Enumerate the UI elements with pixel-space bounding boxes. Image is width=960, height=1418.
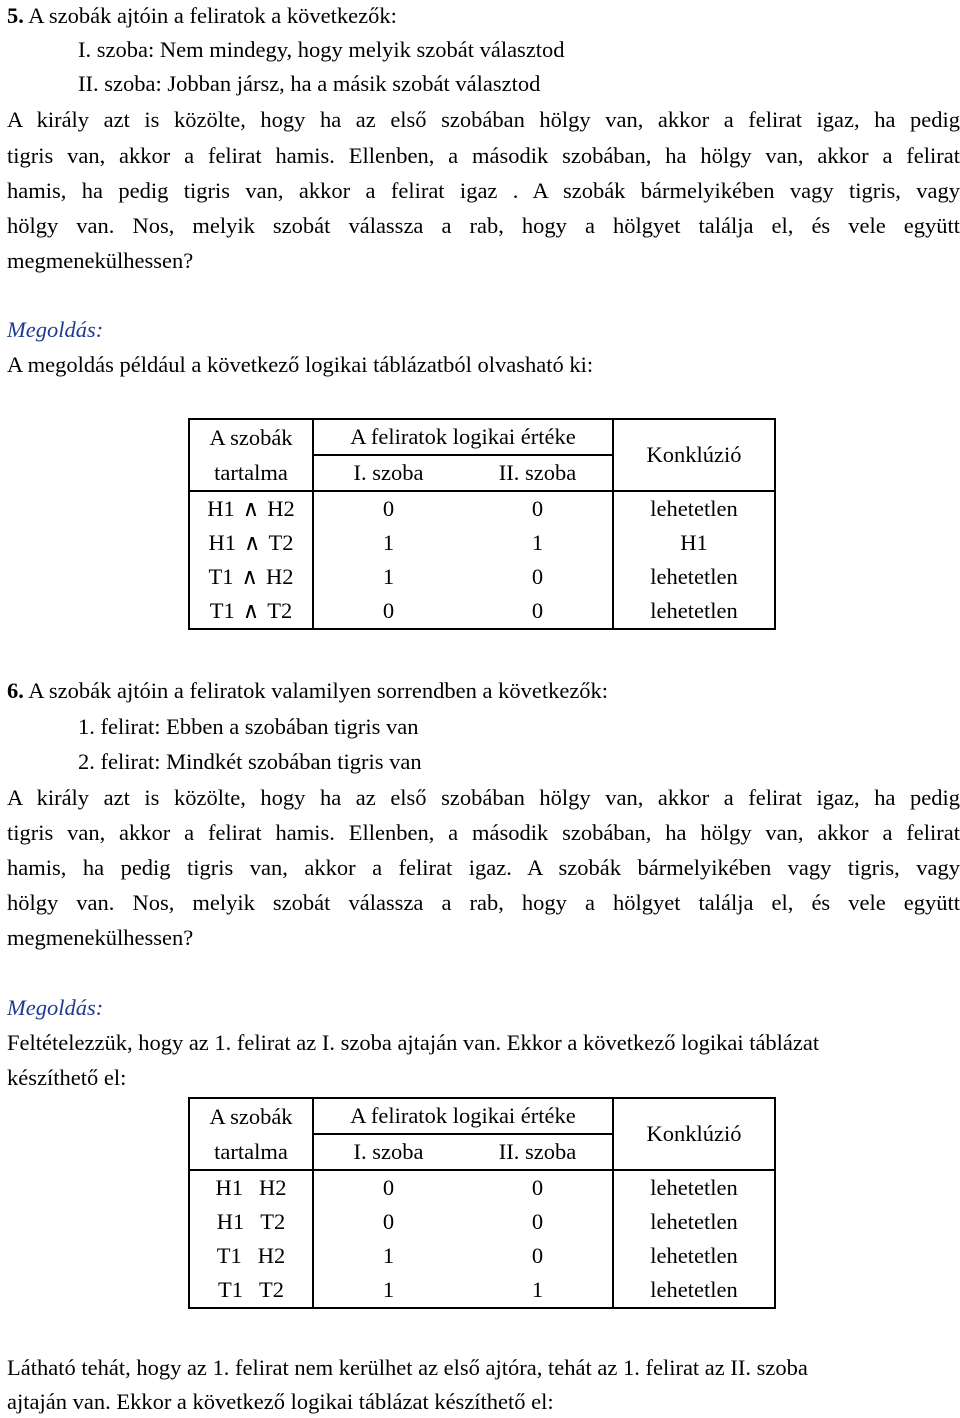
solution-text: A megoldás például a következő logikai táblázatból olvasható ki: xyxy=(7,352,594,377)
value-room-2: 0 xyxy=(463,491,613,526)
paragraph-line-last: megmenekülhessen? xyxy=(7,248,194,273)
header-content-2: tartalma xyxy=(189,455,313,491)
conclusion-cell: lehetetlen xyxy=(613,560,775,594)
door-sign-1: 1. felirat: Ebben a szobában tigris van xyxy=(78,714,419,739)
room-1-content: H1 xyxy=(208,530,237,555)
value-room-2: 0 xyxy=(463,1205,613,1239)
problem-heading-text: A szobák ajtóin a feliratok a következők: xyxy=(23,3,397,28)
paragraph-line-last: megmenekülhessen? xyxy=(7,925,194,950)
conclusion-line: Látható tehát, hogy az 1. felirat nem kerülhet az első ajtóra, tehát az 1. felirat az II. szoba xyxy=(7,1355,808,1380)
logical-and-icon: ∧ xyxy=(242,598,260,623)
value-room-1: 1 xyxy=(382,1243,395,1268)
paragraph-line: hölgy van. Nos, melyik szobát válassza a rab, hogy a hölgyet találja el, és vele együtt xyxy=(7,213,960,238)
header-room-1: I. szoba xyxy=(313,1134,463,1170)
table-row xyxy=(189,491,775,526)
room-1-content: T1 xyxy=(216,1243,242,1268)
table-row xyxy=(189,594,775,629)
paragraph-line: hölgy van. Nos, melyik szobát válassza a rab, hogy a hölgyet találja el, és vele együtt xyxy=(7,890,960,915)
room-1-content: H1 xyxy=(215,1175,243,1200)
header-room-2: II. szoba xyxy=(463,1134,613,1170)
paragraph-line: A király azt is közölte, hogy ha az első szobában hölgy van, akkor a felirat igaz, ha pedig xyxy=(7,107,960,132)
value-room-2: 0 xyxy=(463,594,613,629)
room-1-content: T1 xyxy=(209,598,235,623)
value-room-2: 0 xyxy=(463,1239,613,1273)
conclusion-cell: lehetetlen xyxy=(613,1205,775,1239)
room-2-content: T2 xyxy=(259,1277,284,1302)
table-row xyxy=(189,1239,775,1273)
conclusion-cell: lehetetlen xyxy=(613,491,775,526)
door-sign-1: I. szoba: Nem mindegy, hogy melyik szobát választod xyxy=(78,37,565,62)
header-content-1: A szobák xyxy=(189,419,313,455)
value-room-2: 0 xyxy=(463,560,613,594)
room-2-content: T2 xyxy=(268,530,294,555)
value-room-1: 0 xyxy=(382,496,395,521)
value-room-1: 0 xyxy=(382,1209,395,1234)
room-2-content: H2 xyxy=(265,564,294,589)
room-2-content: H2 xyxy=(257,1243,286,1268)
room-1-content: H1 xyxy=(207,496,235,521)
value-room-2: 1 xyxy=(463,1273,613,1308)
table-row xyxy=(189,1170,775,1205)
problem-6-heading xyxy=(7,677,608,705)
table-row xyxy=(189,1273,775,1308)
table-row xyxy=(189,560,775,594)
assumption-line: Feltételezzük, hogy az 1. felirat az I. szoba ajtaján van. Ekkor a következő logikai táblázat xyxy=(7,1030,820,1055)
problem-5-heading xyxy=(7,2,397,30)
value-room-1: 1 xyxy=(382,564,395,589)
paragraph-line: tigris van, akkor a felirat hamis. Ellenben, a második szobában, ha hölgy van, akkor a felirat xyxy=(7,820,960,845)
solution-label: Megoldás: xyxy=(7,995,104,1020)
conclusion-cell: lehetetlen xyxy=(613,1273,775,1308)
table-row xyxy=(189,1205,775,1239)
problem-number: 5. xyxy=(7,3,24,28)
conclusion-cell: lehetetlen xyxy=(613,1170,775,1205)
logical-and-icon: ∧ xyxy=(241,564,258,589)
door-sign-2: II. szoba: Jobban jársz, ha a másik szobát választod xyxy=(78,71,541,96)
header-room-2: II. szoba xyxy=(463,455,613,491)
header-content-1: A szobák xyxy=(189,1098,313,1134)
header-room-1: I. szoba xyxy=(313,455,463,491)
room-1-content: T1 xyxy=(218,1277,243,1302)
door-sign-2: 2. felirat: Mindkét szobában tigris van xyxy=(78,749,422,774)
problem-number: 6. xyxy=(7,678,24,703)
logical-and-icon: ∧ xyxy=(242,496,260,521)
logical-and-icon: ∧ xyxy=(244,530,261,555)
room-2-content: T2 xyxy=(267,598,293,623)
room-2-content: T2 xyxy=(260,1209,286,1234)
conclusion-cell: lehetetlen xyxy=(613,1239,775,1273)
value-room-1: 1 xyxy=(313,1273,463,1308)
paragraph-line: A király azt is közölte, hogy ha az első szobában hölgy van, akkor a felirat igaz, ha pedig xyxy=(7,785,960,810)
room-1-content: H1 xyxy=(216,1209,245,1234)
paragraph-line: hamis, ha pedig tigris van, akkor a felirat igaz. A szobák bármelyikében vagy tigris, vagy xyxy=(7,855,960,880)
value-room-1: 0 xyxy=(382,1175,395,1200)
paragraph-line: tigris van, akkor a felirat hamis. Ellenben, a második szobában, ha hölgy van, akkor a felirat xyxy=(7,143,960,168)
value-room-1: 0 xyxy=(313,594,463,629)
header-content-2: tartalma xyxy=(189,1134,313,1170)
table-row xyxy=(189,526,775,560)
logic-table-2 xyxy=(188,1097,776,1309)
solution-label: Megoldás: xyxy=(7,317,104,342)
assumption-line: készíthető el: xyxy=(7,1065,127,1090)
value-room-2: 1 xyxy=(463,526,613,560)
value-room-2: 0 xyxy=(463,1170,613,1205)
room-2-content: H2 xyxy=(267,496,295,521)
header-conclusion: Konklúzió xyxy=(613,1098,775,1170)
room-2-content: H2 xyxy=(259,1175,287,1200)
header-conclusion: Konklúzió xyxy=(613,419,775,491)
value-room-1: 1 xyxy=(382,530,395,555)
conclusion-cell: H1 xyxy=(613,526,775,560)
room-1-content: T1 xyxy=(208,564,234,589)
header-values: A feliratok logikai értéke xyxy=(313,419,613,455)
problem-heading-text: A szobák ajtóin a feliratok valamilyen sorrendben a következők: xyxy=(23,678,609,703)
conclusion-line: ajtaján van. Ekkor a következő logikai táblázat készíthető el: xyxy=(7,1389,554,1414)
logic-table-1 xyxy=(188,418,776,630)
paragraph-line: hamis, ha pedig tigris van, akkor a felirat igaz . A szobák bármelyikében vagy tigris, vagy xyxy=(7,178,960,203)
conclusion-cell: lehetetlen xyxy=(613,594,775,629)
header-values: A feliratok logikai értéke xyxy=(313,1098,613,1134)
